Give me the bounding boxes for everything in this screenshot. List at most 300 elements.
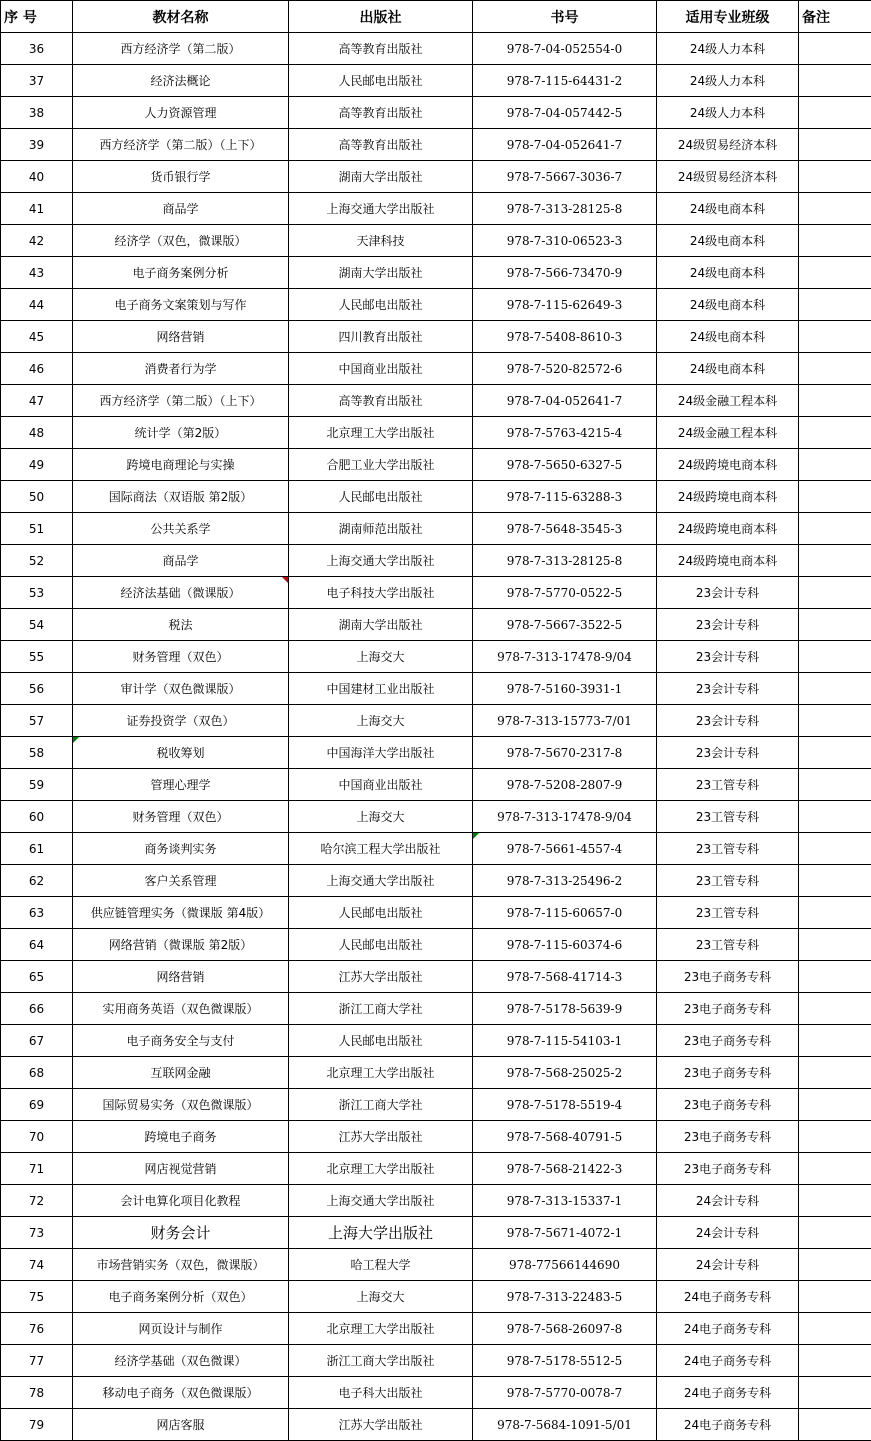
cell-textbook-name [73,193,289,225]
table-row [1,353,871,385]
cell-remark [799,1025,871,1057]
cell-remark [799,641,871,673]
cell-seq-text: 60 [28,809,45,824]
cell-seq [1,513,73,545]
cell-textbook-name-text: 移动电子商务（双色微课版） [102,1386,259,1400]
cell-isbn [473,1089,657,1121]
cell-publisher-text: 上海交大 [356,1290,405,1304]
cell-publisher [289,129,473,161]
table-row [1,737,871,769]
cell-seq-text: 54 [28,617,45,632]
cell-publisher [289,257,473,289]
table-row [1,929,871,961]
cell-publisher-text: 上海交通大学出版社 [326,554,435,568]
cell-seq [1,801,73,833]
cell-textbook-name [73,385,289,417]
cell-remark [799,1089,871,1121]
cell-seq-text: 70 [28,1129,45,1144]
cell-isbn [473,1377,657,1409]
cell-isbn [473,161,657,193]
cell-class [657,1345,799,1377]
cell-class-text: 24级人力本科 [689,42,766,56]
cell-class-text: 23会计专科 [695,714,760,728]
cell-seq-text: 37 [28,73,45,88]
cell-class-text: 23会计专科 [695,618,760,632]
header-name: 教材名称 [73,1,289,33]
cell-publisher [289,1121,473,1153]
cell-remark [799,449,871,481]
cell-remark [799,1409,871,1441]
cell-remark [799,801,871,833]
cell-class [657,1217,799,1249]
cell-textbook-name [73,1249,289,1281]
cell-isbn-text: 978-7-568-21422-3 [506,1161,623,1176]
cell-publisher [289,865,473,897]
cell-publisher [289,193,473,225]
cell-seq [1,97,73,129]
cell-remark [799,1185,871,1217]
cell-textbook-name [73,961,289,993]
cell-publisher-text: 人民邮电出版社 [338,490,423,504]
cell-isbn-text: 978-7-313-22483-5 [506,1289,623,1304]
cell-textbook-name-text: 网络营销 [156,330,205,344]
cell-seq-text: 75 [28,1289,45,1304]
cell-publisher [289,449,473,481]
cell-isbn-text: 978-7-5671-4072-1 [506,1225,623,1240]
cell-publisher-text: 哈尔滨工程大学出版社 [320,842,441,856]
cell-textbook-name [73,1185,289,1217]
cell-seq-text: 42 [28,233,45,248]
cell-seq-text: 77 [28,1353,45,1368]
cell-class-text: 24级跨境电商本科 [677,554,778,568]
cell-publisher-text: 合肥工业大学出版社 [326,458,435,472]
cell-remark [799,385,871,417]
cell-textbook-name-text: 商务谈判实务 [144,842,217,856]
cell-isbn [473,513,657,545]
cell-textbook-name-text: 经济法概论 [150,74,211,88]
cell-remark [799,1249,871,1281]
cell-publisher [289,993,473,1025]
table-row [1,609,871,641]
cell-publisher [289,609,473,641]
cell-remark [799,513,871,545]
cell-class-text: 23工管专科 [695,906,760,920]
cell-textbook-name [73,993,289,1025]
cell-isbn-text: 978-7-568-25025-2 [506,1065,623,1080]
cell-publisher-text: 北京理工大学出版社 [326,426,435,440]
cell-class [657,1313,799,1345]
cell-publisher-text: 上海交大 [356,810,405,824]
cell-publisher-text: 上海交通大学出版社 [326,1194,435,1208]
cell-seq [1,577,73,609]
cell-seq [1,929,73,961]
cell-remark [799,225,871,257]
cell-isbn [473,1409,657,1441]
cell-textbook-name [73,673,289,705]
cell-seq-text: 36 [28,41,45,56]
cell-class-text: 24电子商务专科 [683,1322,772,1336]
cell-publisher [289,1281,473,1313]
cell-isbn [473,225,657,257]
cell-publisher-text: 上海交大 [356,650,405,664]
cell-isbn-text: 978-7-5178-5519-4 [506,1097,623,1112]
table-row [1,1025,871,1057]
cell-publisher [289,1249,473,1281]
table-row [1,385,871,417]
cell-class-text: 24级电商本科 [689,330,766,344]
cell-seq [1,1185,73,1217]
cell-textbook-name [73,1121,289,1153]
cell-publisher-text: 电子科技大学出版社 [326,586,435,600]
cell-textbook-name-text: 网店客服 [156,1418,205,1432]
cell-isbn [473,129,657,161]
cell-class-text: 23会计专科 [695,586,760,600]
cell-publisher-text: 湖南师范出版社 [338,522,423,536]
cell-isbn-text: 978-7-5667-3036-7 [506,169,623,184]
cell-seq [1,289,73,321]
cell-seq [1,1153,73,1185]
cell-remark [799,673,871,705]
cell-textbook-name [73,513,289,545]
cell-class [657,161,799,193]
table-row [1,1153,871,1185]
cell-publisher [289,769,473,801]
cell-isbn-text: 978-7-5408-8610-3 [506,329,623,344]
cell-textbook-name [73,1153,289,1185]
cell-class [657,1025,799,1057]
cell-class [657,545,799,577]
cell-isbn [473,1025,657,1057]
cell-class [657,1409,799,1441]
cell-class [657,1185,799,1217]
cell-class [657,1057,799,1089]
cell-seq [1,705,73,737]
cell-seq-text: 78 [28,1385,45,1400]
cell-publisher [289,513,473,545]
cell-publisher-text: 哈工程大学 [350,1258,411,1272]
table-row [1,1377,871,1409]
cell-textbook-name [73,609,289,641]
cell-class [657,321,799,353]
table-row [1,1185,871,1217]
cell-publisher [289,673,473,705]
cell-seq-text: 61 [28,841,45,856]
cell-class [657,897,799,929]
cell-isbn [473,257,657,289]
cell-seq-text: 48 [28,425,45,440]
cell-isbn-text: 978-7-568-40791-5 [506,1129,623,1144]
cell-class [657,385,799,417]
table-row [1,65,871,97]
cell-class [657,449,799,481]
cell-isbn [473,289,657,321]
cell-publisher [289,737,473,769]
cell-remark [799,545,871,577]
cell-isbn-text: 978-7-115-63288-3 [506,489,623,504]
cell-isbn [473,993,657,1025]
cell-seq-text: 39 [28,137,45,152]
cell-seq-text: 57 [28,713,45,728]
table-row [1,97,871,129]
cell-textbook-name [73,257,289,289]
cell-isbn [473,641,657,673]
cell-textbook-name-text: 税法 [168,618,193,632]
header-isbn: 书号 [473,1,657,33]
cell-isbn-text: 978-7-5178-5512-5 [506,1353,623,1368]
cell-seq [1,1249,73,1281]
cell-isbn-text: 978-7-313-17478-9/04 [497,649,632,664]
cell-publisher-text: 上海大学出版社 [327,1224,433,1242]
cell-seq [1,961,73,993]
cell-seq-text: 63 [28,905,45,920]
cell-isbn-text: 978-7-5770-0522-5 [506,585,623,600]
cell-class [657,993,799,1025]
cell-textbook-name-text: 电子商务案例分析 [132,266,229,280]
cell-publisher [289,801,473,833]
cell-remark [799,929,871,961]
table-row [1,641,871,673]
cell-publisher-text: 高等教育出版社 [338,106,423,120]
cell-seq [1,449,73,481]
cell-textbook-name-text: 电子商务案例分析（双色） [108,1290,253,1304]
cell-isbn-text: 978-7-566-73470-9 [506,265,623,280]
cell-remark [799,353,871,385]
cell-isbn-text: 978-7-04-052641-7 [506,393,623,408]
cell-seq [1,193,73,225]
cell-isbn [473,577,657,609]
cell-seq-text: 74 [28,1257,45,1272]
cell-textbook-name-text: 市场营销实务（双色，微课版） [96,1258,265,1272]
cell-isbn [473,1281,657,1313]
cell-class-text: 23工管专科 [695,938,760,952]
cell-class [657,129,799,161]
cell-isbn [473,1185,657,1217]
cell-isbn-text: 978-7-313-28125-8 [506,201,623,216]
cell-seq [1,385,73,417]
cell-publisher [289,1089,473,1121]
cell-isbn [473,865,657,897]
cell-class [657,673,799,705]
cell-remark [799,481,871,513]
cell-seq [1,1345,73,1377]
cell-remark [799,1345,871,1377]
cell-class-text: 24会计专科 [695,1226,760,1240]
table-row [1,449,871,481]
cell-textbook-name-text: 消费者行为学 [144,362,217,376]
cell-class [657,1089,799,1121]
cell-seq-text: 40 [28,169,45,184]
cell-isbn-text: 978-7-310-06523-3 [506,233,623,248]
cell-publisher [289,225,473,257]
cell-remark [799,321,871,353]
cell-textbook-name-text: 互联网金融 [150,1066,211,1080]
cell-isbn [473,1057,657,1089]
cell-publisher [289,1377,473,1409]
cell-textbook-name [73,289,289,321]
cell-class [657,865,799,897]
cell-class-text: 23工管专科 [695,810,760,824]
table-row [1,257,871,289]
cell-seq-text: 67 [28,1033,45,1048]
cell-seq-text: 73 [28,1225,45,1240]
cell-isbn [473,97,657,129]
table-row [1,1249,871,1281]
cell-textbook-name-text: 财务管理（双色） [132,650,229,664]
cell-isbn-text: 978-7-115-60657-0 [506,905,623,920]
cell-textbook-name-text: 税收筹划 [156,746,205,760]
cell-class-text: 24会计专科 [695,1258,760,1272]
cell-isbn-text: 978-7-5667-3522-5 [506,617,623,632]
cell-seq-text: 46 [28,361,45,376]
cell-seq [1,993,73,1025]
cell-isbn-text: 978-7-115-62649-3 [506,297,623,312]
cell-isbn [473,737,657,769]
cell-class-text: 24级贸易经济本科 [677,138,778,152]
cell-publisher-text: 人民邮电出版社 [338,298,423,312]
cell-seq-text: 38 [28,105,45,120]
cell-publisher [289,353,473,385]
cell-class-text: 24级跨境电商本科 [677,522,778,536]
cell-publisher [289,417,473,449]
cell-textbook-name [73,897,289,929]
cell-seq-text: 49 [28,457,45,472]
cell-class [657,513,799,545]
cell-isbn-text: 978-7-5763-4215-4 [506,425,623,440]
cell-publisher-text: 湖南大学出版社 [338,266,423,280]
cell-textbook-name-text: 证券投资学（双色） [126,714,235,728]
cell-textbook-name-text: 西方经济学（第二版）（上下） [99,138,262,152]
cell-seq-text: 66 [28,1001,45,1016]
cell-textbook-name [73,801,289,833]
cell-textbook-name [73,641,289,673]
cell-seq [1,769,73,801]
cell-class-text: 24级电商本科 [689,266,766,280]
cell-class-text: 23会计专科 [695,746,760,760]
cell-isbn [473,545,657,577]
cell-isbn-text: 978-7-568-26097-8 [506,1321,623,1336]
cell-remark [799,769,871,801]
header-class: 适用专业班级 [657,1,799,33]
cell-textbook-name-text: 审计学（双色微课版） [120,682,241,696]
cell-publisher-text: 上海交通大学出版社 [326,874,435,888]
cell-remark [799,897,871,929]
cell-remark [799,161,871,193]
cell-textbook-name-text: 国际贸易实务（双色微课版） [102,1098,259,1112]
cell-isbn [473,1345,657,1377]
cell-isbn-text: 978-7-313-15773-7/01 [497,713,632,728]
cell-seq-text: 45 [28,329,45,344]
cell-seq-text: 71 [28,1161,45,1176]
cell-seq [1,609,73,641]
cell-class [657,289,799,321]
cell-publisher [289,705,473,737]
cell-remark [799,1153,871,1185]
cell-class-text: 23电子商务专科 [683,970,772,984]
cell-publisher-text: 北京理工大学出版社 [326,1066,435,1080]
cell-textbook-name-text: 网络营销（微课版 第2版） [108,938,253,952]
cell-remark [799,65,871,97]
cell-isbn [473,1217,657,1249]
cell-textbook-name [73,1313,289,1345]
cell-seq-text: 41 [28,201,45,216]
cell-textbook-name-text: 商品学 [162,202,199,216]
cell-isbn [473,929,657,961]
cell-textbook-name [73,161,289,193]
cell-publisher-text: 江苏大学出版社 [338,1130,423,1144]
cell-publisher [289,97,473,129]
cell-publisher [289,1345,473,1377]
cell-isbn [473,449,657,481]
cell-seq [1,353,73,385]
cell-isbn [473,65,657,97]
cell-class [657,961,799,993]
cell-textbook-name [73,321,289,353]
cell-publisher [289,641,473,673]
cell-textbook-name [73,769,289,801]
cell-class [657,801,799,833]
cell-remark [799,97,871,129]
table-row [1,801,871,833]
cell-remark [799,833,871,865]
cell-isbn-text: 978-7-5661-4557-4 [506,841,623,856]
cell-textbook-name-text: 跨境电子商务 [144,1130,217,1144]
cell-isbn [473,481,657,513]
cell-textbook-name-text: 客户关系管理 [144,874,217,888]
cell-isbn [473,33,657,65]
cell-seq [1,1057,73,1089]
cell-seq [1,673,73,705]
cell-textbook-name-text: 西方经济学（第二版） [120,42,241,56]
comment-indicator-green [473,833,479,839]
cell-class-text: 23电子商务专科 [683,1162,772,1176]
cell-class [657,1377,799,1409]
cell-isbn-text: 978-7-313-17478-9/04 [497,809,632,824]
cell-publisher-text: 高等教育出版社 [338,394,423,408]
cell-publisher-text: 浙江工商大学社 [338,1098,423,1112]
comment-indicator-green [73,737,79,743]
cell-seq [1,897,73,929]
cell-seq [1,417,73,449]
cell-class [657,33,799,65]
cell-seq-text: 59 [28,777,45,792]
cell-class-text: 24电子商务专科 [683,1290,772,1304]
cell-textbook-name [73,481,289,513]
cell-class-text: 24会计专科 [695,1194,760,1208]
cell-class-text: 23工管专科 [695,874,760,888]
cell-publisher-text: 江苏大学出版社 [338,1418,423,1432]
cell-class-text: 23电子商务专科 [683,1002,772,1016]
cell-isbn-text: 978-7-313-15337-1 [506,1193,623,1208]
cell-class [657,641,799,673]
cell-publisher [289,1057,473,1089]
cell-seq-text: 62 [28,873,45,888]
cell-isbn [473,769,657,801]
cell-remark [799,705,871,737]
cell-publisher-text: 湖南大学出版社 [338,170,423,184]
cell-isbn-text: 978-7-5648-3545-3 [506,521,623,536]
cell-seq [1,257,73,289]
cell-class-text: 23电子商务专科 [683,1066,772,1080]
cell-publisher [289,289,473,321]
cell-seq-text: 43 [28,265,45,280]
table-row [1,865,871,897]
cell-textbook-name-text: 网页设计与制作 [138,1322,223,1336]
cell-class [657,65,799,97]
table-row [1,289,871,321]
cell-seq-text: 68 [28,1065,45,1080]
cell-class [657,353,799,385]
header-row [1,1,871,33]
